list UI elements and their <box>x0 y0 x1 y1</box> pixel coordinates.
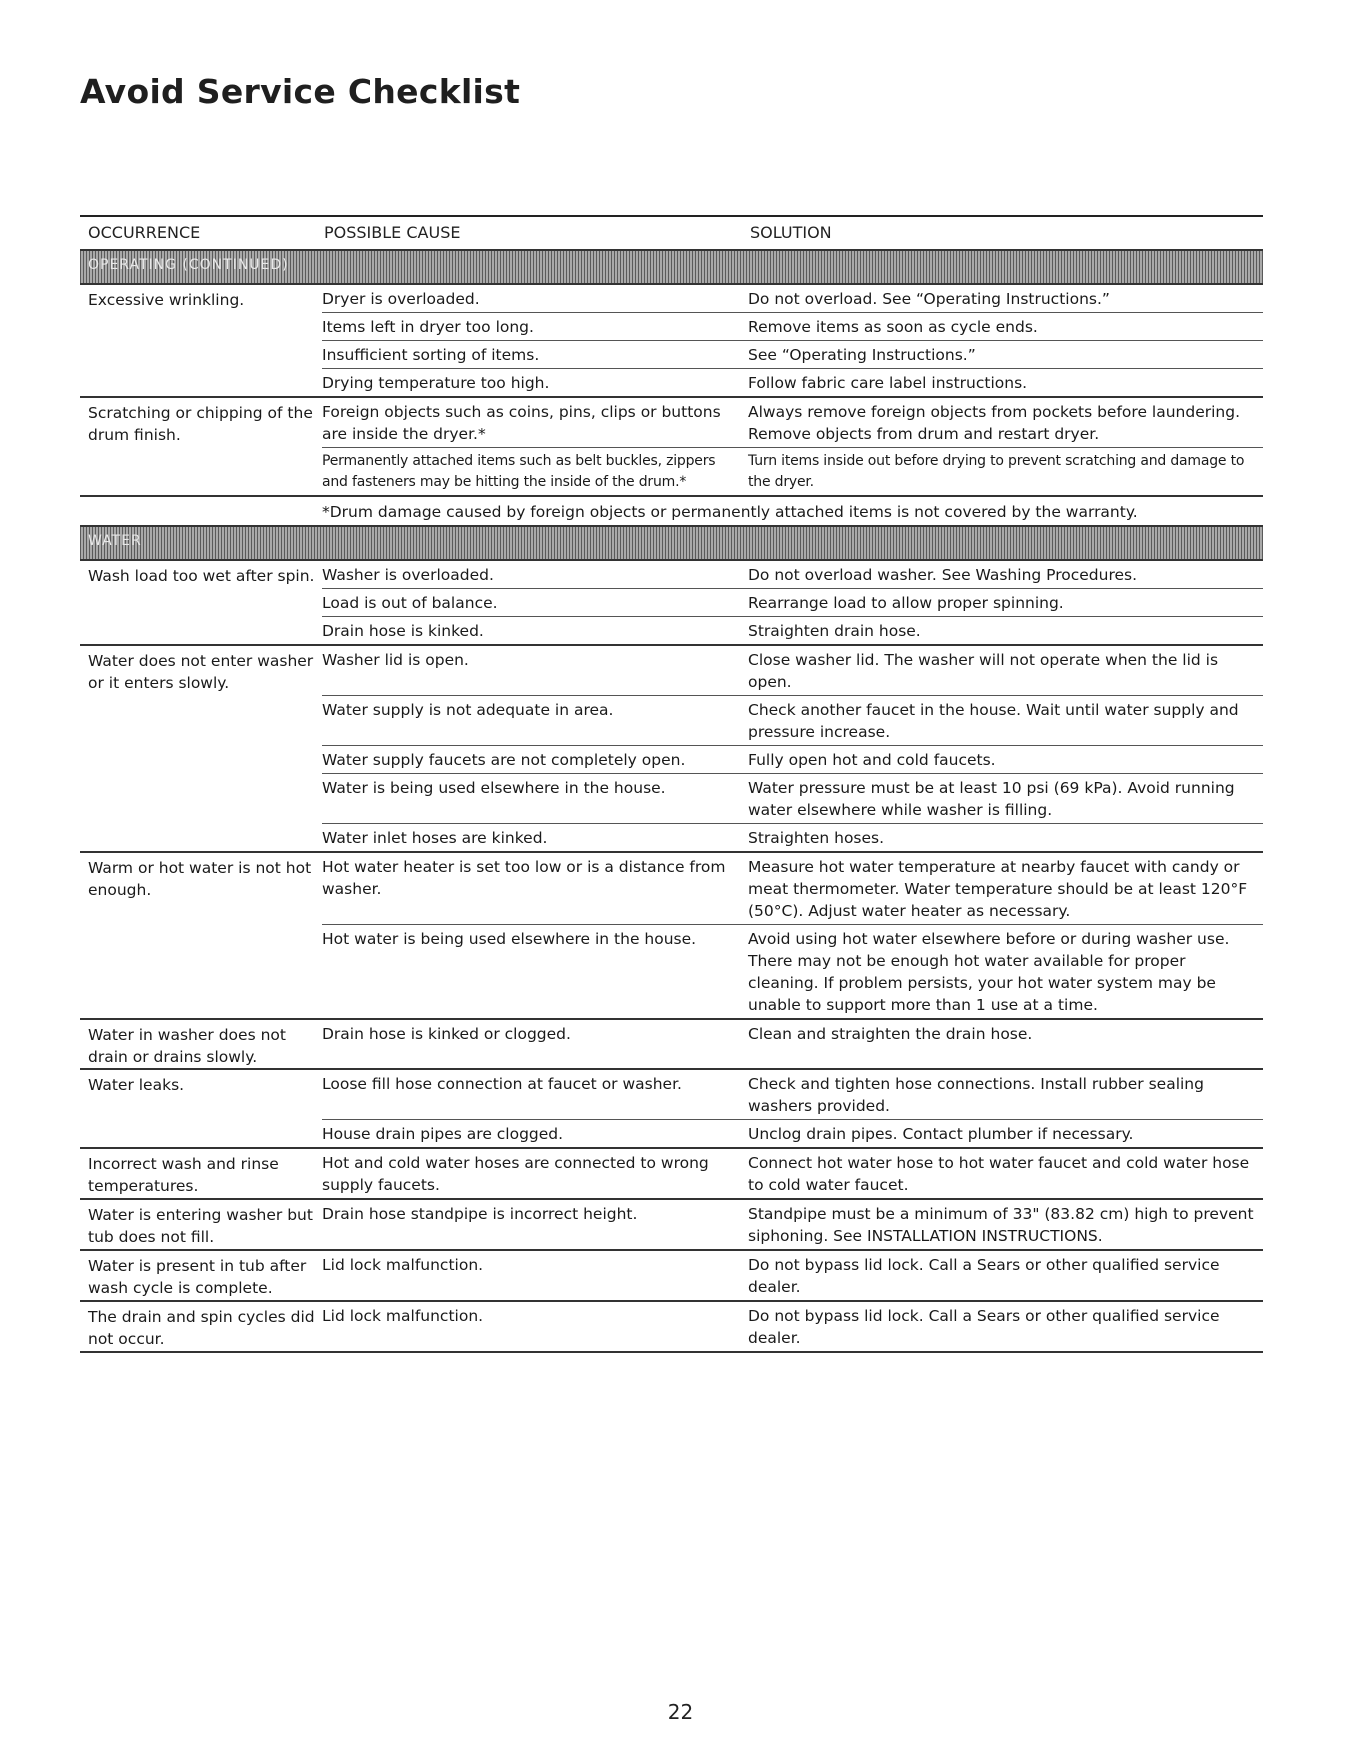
possible-cause-cell: Drain hose is kinked. <box>322 622 484 640</box>
cause-solution-rows <box>322 646 1263 851</box>
solution-cell: Standpipe must be a minimum of 33" (83.82 cm) high to prevent siphoning. See INSTALLATION INSTRUCTIONS. <box>748 1205 1254 1245</box>
solution-header: SOLUTION <box>750 223 832 242</box>
table-row <box>322 448 1263 495</box>
table-row <box>322 1200 1263 1249</box>
possible-cause-cell: Washer lid is open. <box>322 651 469 669</box>
page-number: 22 <box>667 1700 694 1724</box>
occurrence-text: Water does not enter washer or it enters slowly. <box>88 652 314 692</box>
solution-cell: Do not bypass lid lock. Call a Sears or other qualified service dealer. <box>748 1256 1220 1296</box>
solution-cell: Water pressure must be at least 10 psi (69 kPa). Avoid running water elsewhere while washer is filling. <box>748 779 1235 819</box>
possible-cause-cell: Hot and cold water hoses are connected to wrong supply faucets. <box>322 1154 709 1194</box>
table-row <box>322 853 1263 925</box>
table-row <box>322 341 1263 369</box>
occurrence-group <box>80 285 1263 398</box>
occurrence-text: Warm or hot water is not hot enough. <box>88 859 312 899</box>
table-row <box>322 774 1263 824</box>
occurrence-group <box>80 1251 1263 1302</box>
table-row <box>322 1070 1263 1120</box>
possible-cause-cell: Insufficient sorting of items. <box>322 346 540 364</box>
possible-cause-cell: Lid lock malfunction. <box>322 1307 484 1325</box>
possible-cause-cell: Lid lock malfunction. <box>322 1256 484 1274</box>
possible-cause-header: POSSIBLE CAUSE <box>324 223 461 242</box>
possible-cause-cell: Foreign objects such as coins, pins, clips or buttons are inside the dryer.* <box>322 403 721 443</box>
table-row <box>322 1149 1263 1198</box>
solution-cell: Unclog drain pipes. Contact plumber if necessary. <box>748 1125 1134 1143</box>
table-row <box>322 561 1263 589</box>
occurrence-group <box>80 1149 1263 1200</box>
table-row <box>322 1251 1263 1300</box>
table-row <box>322 1020 1263 1047</box>
section-label: WATER <box>88 533 142 549</box>
solution-cell: Avoid using hot water elsewhere before or during washer use. There may not be enough hot water available for proper cleaning. If problem persists, your hot water system may be unable to support more than 1 use at a time. <box>748 930 1230 1014</box>
solution-cell: Follow fabric care label instructions. <box>748 374 1028 392</box>
possible-cause-cell: Load is out of balance. <box>322 594 498 612</box>
solution-cell: Straighten drain hose. <box>748 622 921 640</box>
possible-cause-cell: Drain hose standpipe is incorrect height. <box>322 1205 638 1223</box>
possible-cause-cell: Drying temperature too high. <box>322 374 550 392</box>
checklist-table <box>80 215 1263 1353</box>
occurrence-text: Wash load too wet after spin. <box>88 567 315 585</box>
possible-cause-cell: House drain pipes are clogged. <box>322 1125 564 1143</box>
table-row <box>322 369 1263 396</box>
table-row <box>322 746 1263 774</box>
table-row <box>322 313 1263 341</box>
table-row <box>322 1120 1263 1147</box>
occurrence-group <box>80 1302 1263 1353</box>
solution-cell: Do not overload. See “Operating Instructions.” <box>748 290 1110 308</box>
occurrence-group <box>80 646 1263 853</box>
occurrence-group <box>80 1200 1263 1251</box>
table-row <box>322 925 1263 1018</box>
table-row <box>322 646 1263 696</box>
solution-cell: Connect hot water hose to hot water faucet and cold water hose to cold water faucet. <box>748 1154 1250 1194</box>
occurrence-text: Scratching or chipping of the drum finish. <box>88 404 313 444</box>
warranty-footnote <box>80 497 1263 525</box>
occurrence-text: Water is present in tub after wash cycle is complete. <box>88 1257 307 1297</box>
cause-solution-rows <box>322 1020 1263 1068</box>
cause-solution-rows <box>322 561 1263 644</box>
occurrence-text: The drain and spin cycles did not occur. <box>88 1308 315 1348</box>
page-title: Avoid Service Checklist <box>80 72 521 111</box>
occurrence-text: Water in washer does not drain or drains slowly. <box>88 1026 286 1066</box>
possible-cause-cell: Hot water is being used elsewhere in the house. <box>322 930 697 948</box>
solution-cell: Close washer lid. The washer will not operate when the lid is open. <box>748 651 1219 691</box>
table-row <box>322 589 1263 617</box>
column-headers <box>80 215 1263 249</box>
possible-cause-cell: Water is being used elsewhere in the house. <box>322 779 666 797</box>
possible-cause-cell: Water supply is not adequate in area. <box>322 701 614 719</box>
possible-cause-cell: Loose fill hose connection at faucet or washer. <box>322 1075 682 1093</box>
cause-solution-rows <box>322 1149 1263 1198</box>
occurrence-group <box>80 853 1263 1020</box>
cause-solution-rows <box>322 1251 1263 1300</box>
solution-cell: Check and tighten hose connections. Install rubber sealing washers provided. <box>748 1075 1204 1115</box>
possible-cause-cell: Water supply faucets are not completely open. <box>322 751 686 769</box>
possible-cause-cell: Items left in dryer too long. <box>322 318 534 336</box>
solution-cell: Turn items inside out before drying to prevent scratching and damage to the dryer. <box>748 453 1245 490</box>
possible-cause-cell: Permanently attached items such as belt buckles, zippers and fasteners may be hitting the inside of the drum.* <box>322 453 716 490</box>
occurrence-text: Water leaks. <box>88 1076 185 1094</box>
footnote-text: *Drum damage caused by foreign objects or permanently attached items is not covered by the warranty. <box>322 503 1138 521</box>
possible-cause-cell: Hot water heater is set too low or is a distance from washer. <box>322 858 726 898</box>
sections-container <box>80 249 1263 1353</box>
section-band <box>80 249 1263 285</box>
table-row <box>322 617 1263 644</box>
occurrence-group <box>80 1070 1263 1149</box>
cause-solution-rows <box>322 853 1263 1018</box>
section-band <box>80 525 1263 561</box>
solution-cell: Rearrange load to allow proper spinning. <box>748 594 1064 612</box>
possible-cause-cell: Dryer is overloaded. <box>322 290 480 308</box>
footnote-spacer <box>80 501 322 523</box>
solution-cell: Clean and straighten the drain hose. <box>748 1025 1033 1043</box>
solution-cell: Check another faucet in the house. Wait until water supply and pressure increase. <box>748 701 1239 741</box>
occurrence-group <box>80 1020 1263 1070</box>
solution-cell: Fully open hot and cold faucets. <box>748 751 996 769</box>
table-row <box>322 398 1263 448</box>
occurrence-text: Incorrect wash and rinse temperatures. <box>88 1155 279 1195</box>
cause-solution-rows <box>322 1070 1263 1147</box>
cause-solution-rows <box>322 285 1263 396</box>
section-label: OPERATING (CONTINUED) <box>88 257 289 273</box>
solution-cell: Always remove foreign objects from pockets before laundering. Remove objects from drum and restart dryer. <box>748 403 1241 443</box>
occurrence-text: Water is entering washer but tub does not fill. <box>88 1206 313 1246</box>
solution-cell: Do not bypass lid lock. Call a Sears or other qualified service dealer. <box>748 1307 1220 1347</box>
occurrence-group <box>80 398 1263 497</box>
cause-solution-rows <box>322 1200 1263 1249</box>
occurrence-header: OCCURRENCE <box>88 223 201 242</box>
possible-cause-cell: Water inlet hoses are kinked. <box>322 829 548 847</box>
solution-cell: Straighten hoses. <box>748 829 885 847</box>
possible-cause-cell: Washer is overloaded. <box>322 566 494 584</box>
occurrence-group <box>80 561 1263 646</box>
solution-cell: Measure hot water temperature at nearby faucet with candy or meat thermometer. Water temperature should be at least 120°F (50°C). Adjust water heater as necessary. <box>748 858 1248 920</box>
table-row <box>322 824 1263 851</box>
table-row <box>322 696 1263 746</box>
solution-cell: Remove items as soon as cycle ends. <box>748 318 1038 336</box>
possible-cause-cell: Drain hose is kinked or clogged. <box>322 1025 571 1043</box>
table-row <box>322 1302 1263 1351</box>
cause-solution-rows <box>322 1302 1263 1351</box>
solution-cell: See “Operating Instructions.” <box>748 346 976 364</box>
occurrence-text: Excessive wrinkling. <box>88 291 245 309</box>
cause-solution-rows <box>322 398 1263 495</box>
solution-cell: Do not overload washer. See Washing Procedures. <box>748 566 1138 584</box>
table-row <box>322 285 1263 313</box>
